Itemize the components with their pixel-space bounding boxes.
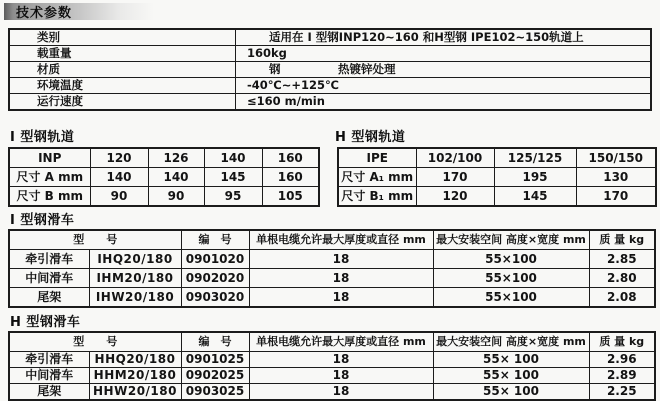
column-header: 120 <box>90 148 148 168</box>
trolley-model: IHM20/180 <box>89 269 181 288</box>
table-row <box>9 187 319 207</box>
table-header-row <box>9 332 655 352</box>
column-header: 125/125 <box>494 148 576 168</box>
trolley-code: 0902025 <box>181 368 249 384</box>
i-trolley-heading: I 型钢滑车 <box>10 213 75 228</box>
h-rail-table <box>337 147 657 207</box>
trolley-code: 0901025 <box>181 352 249 368</box>
table-cell: 195 <box>494 168 576 187</box>
trolley-code: 0901020 <box>181 250 249 269</box>
trolley-weight: 2.80 <box>589 269 655 288</box>
h-trolley-heading: H 型钢滑车 <box>10 315 81 330</box>
column-header: INP <box>9 148 90 168</box>
table-header-row <box>9 230 655 250</box>
trolley-type: 中间滑车 <box>9 269 89 288</box>
trolley-weight: 2.25 <box>589 384 655 401</box>
trolley-cable: 18 <box>249 368 433 384</box>
column-header-weight: 质 量 kg <box>589 230 655 250</box>
trolley-cable: 18 <box>249 250 433 269</box>
table-cell: 140 <box>90 168 148 187</box>
column-header-space: 最大安装空间 高度×宽度 mm <box>433 230 589 250</box>
table-row <box>338 148 656 168</box>
h-trolley-table <box>8 331 656 401</box>
trolley-weight: 2.85 <box>589 250 655 269</box>
trolley-space: 55× 100 <box>433 368 589 384</box>
table-row <box>338 187 656 207</box>
trolley-cable: 18 <box>249 352 433 368</box>
column-header-code: 编 号 <box>181 332 249 352</box>
table-row <box>9 384 655 401</box>
table-cell: 170 <box>416 168 494 187</box>
column-header-code: 编 号 <box>181 230 249 250</box>
row-label: 尺寸 B mm <box>9 187 90 207</box>
param-value: ≤160 m/min <box>236 94 652 111</box>
table-cell: 120 <box>416 187 494 207</box>
i-trolley-table <box>8 229 656 308</box>
column-header-space: 最大安装空间 高度×宽度 mm <box>433 332 589 352</box>
trolley-weight: 2.89 <box>589 368 655 384</box>
table-cell: 130 <box>576 168 656 187</box>
trolley-type: 牵引滑车 <box>9 352 89 368</box>
trolley-type: 中间滑车 <box>9 368 89 384</box>
title-bar <box>4 3 154 20</box>
trolley-weight: 2.08 <box>589 288 655 308</box>
h-rail-heading: H 型钢轨道 <box>335 130 406 145</box>
table-row <box>338 168 656 187</box>
param-label: 运行速度 <box>9 94 236 111</box>
trolley-space: 55×100 <box>433 269 589 288</box>
trolley-cable: 18 <box>249 288 433 308</box>
param-label: 类别 <box>9 29 236 46</box>
table-row <box>9 368 655 384</box>
column-header: 102/100 <box>416 148 494 168</box>
table-row <box>9 62 651 78</box>
column-header-weight: 质 量 kg <box>589 332 655 352</box>
table-row <box>9 94 651 111</box>
trolley-space: 55×100 <box>433 288 589 308</box>
column-header: 160 <box>262 148 319 168</box>
i-rail-table <box>8 147 320 207</box>
trolley-weight: 2.96 <box>589 352 655 368</box>
trolley-model: HHW20/180 <box>89 384 181 401</box>
i-rail-heading: I 型钢轨道 <box>10 130 75 145</box>
trolley-model: IHW20/180 <box>89 288 181 308</box>
param-value: 适用在 I 型钢INP120~160 和H型钢 IPE102~150轨道上 <box>236 29 652 46</box>
table-cell: 105 <box>262 187 319 207</box>
table-cell: 145 <box>494 187 576 207</box>
table-cell: 160 <box>262 168 319 187</box>
trolley-model: HHQ20/180 <box>89 352 181 368</box>
trolley-code: 0902020 <box>181 269 249 288</box>
row-label: 尺寸 B₁ mm <box>338 187 416 207</box>
table-row <box>9 168 319 187</box>
trolley-space: 55× 100 <box>433 352 589 368</box>
trolley-type: 牵引滑车 <box>9 250 89 269</box>
page-title: 技术参数 <box>16 6 73 21</box>
param-value: 钢 热镀锌处理 <box>236 62 652 78</box>
table-cell: 145 <box>204 168 262 187</box>
column-header-model: 型 号 <box>9 332 181 352</box>
trolley-code: 0903020 <box>181 288 249 308</box>
trolley-model: HHM20/180 <box>89 368 181 384</box>
trolley-cable: 18 <box>249 269 433 288</box>
column-header: 140 <box>204 148 262 168</box>
column-header-model: 型 号 <box>9 230 181 250</box>
trolley-cable: 18 <box>249 384 433 401</box>
param-label: 材质 <box>9 62 236 78</box>
table-row <box>9 250 655 269</box>
technical-parameters-table <box>8 28 652 111</box>
column-header: 150/150 <box>576 148 656 168</box>
table-row <box>9 29 651 46</box>
table-row <box>9 352 655 368</box>
row-label: 尺寸 A₁ mm <box>338 168 416 187</box>
param-label: 环境温度 <box>9 78 236 94</box>
table-row <box>9 46 651 62</box>
column-header: IPE <box>338 148 416 168</box>
row-label: 尺寸 A mm <box>9 168 90 187</box>
param-value: 160kg <box>236 46 652 62</box>
table-cell: 95 <box>204 187 262 207</box>
param-value: -40℃~+125℃ <box>236 78 652 94</box>
trolley-model: IHQ20/180 <box>89 250 181 269</box>
trolley-type: 尾架 <box>9 288 89 308</box>
column-header: 126 <box>148 148 204 168</box>
trolley-space: 55× 100 <box>433 384 589 401</box>
table-cell: 90 <box>90 187 148 207</box>
trolley-type: 尾架 <box>9 384 89 401</box>
table-row <box>9 269 655 288</box>
table-cell: 140 <box>148 168 204 187</box>
trolley-space: 55×100 <box>433 250 589 269</box>
param-label: 载重量 <box>9 46 236 62</box>
table-cell: 170 <box>576 187 656 207</box>
table-row <box>9 288 655 308</box>
column-header-cable: 单根电缆允许最大厚度或直径 mm <box>249 332 433 352</box>
table-row <box>9 148 319 168</box>
column-header-cable: 单根电缆允许最大厚度或直径 mm <box>249 230 433 250</box>
trolley-code: 0903025 <box>181 384 249 401</box>
table-cell: 90 <box>148 187 204 207</box>
table-row <box>9 78 651 94</box>
